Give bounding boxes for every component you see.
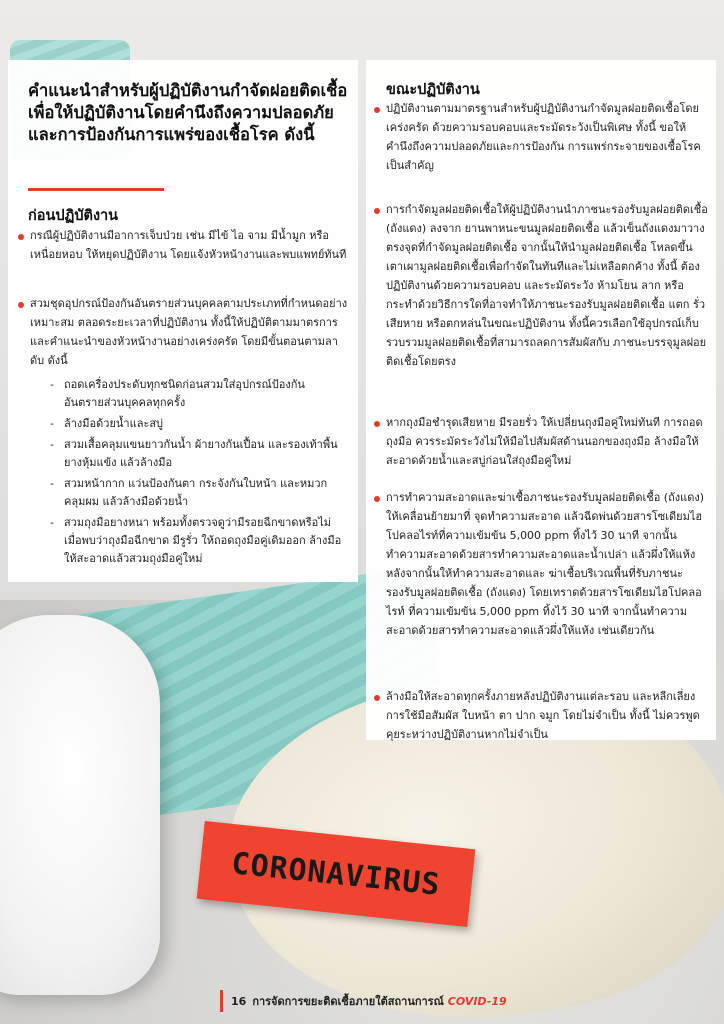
bullet-dot [374, 421, 380, 427]
bullet-dot [18, 302, 24, 308]
before-bullet-1: กรณีผู้ปฏิบัติงานมีอาการเจ็บป่วย เช่น มีไข้ ไอ จาม มีน้ำมูก หรือเหนื่อยหอบ ให้หยุดปฏิบัติงาน โดยแจ้งหัวหน้างานและพบแพทย์ทันที [30, 229, 347, 261]
during-work-heading: ขณะปฏิบัติงาน [386, 82, 480, 98]
ppe-step: - ล้างมือด้วยน้ำและสบู่ [44, 415, 344, 433]
ppe-step: - สวมถุงมือยางหนา พร้อมทั้งตรวจดูว่ามีรอยฉีกขาดหรือไม่ เมื่อพบว่าถุงมือฉีกขาด มีรูรั่ว ให้ถอดถุงมือคู่เดิมออก ล้างมือให้สะอาดแล้วสวมถุงมือคู่ใหม่ [44, 514, 344, 568]
bullet-dot [374, 695, 380, 701]
ppe-step: - สวมหน้ากาก แว่นป้องกันตา กระจังกันใบหน้า และหมวกคลุมผม แล้วล้างมือด้วยน้ำ [44, 475, 344, 511]
during-bullet-2: การกำจัดมูลฝอยติดเชื้อให้ผู้ปฏิบัติงานนำภาชนะรองรับมูลฝอยติดเชื้อ (ถังแดง) ลงจาก ยานพาหนะขนมูลฝอยติดเชื้อ แล้วเข็นถังแดงมาวางตรงจุดที่กำจัดมูลฝอยติดเชื้อ จากนั้นให้นำมูลฝอยติดเชื้อ โหลดขึ้นเตาเผามูลฝอยติดเชื้อเพื่อกำจัดในทันทีและไม่เหลือตกค้าง ทั้งนี้ ต้องปฏิบัติงานด้วยความรอบคอบ และระมัดระวัง ห้ามโยน ลาก หรือกระทำด้วยวิธีการใดที่อาจทำให้ภาชนะรองรับมูลฝอยติดเชื้อ แตก รั่ว เสียหาย หรือตกหล่นในขณะปฏิบัติงาน ทั้งนี้ควรเลือกใช้อุปกรณ์เก็บรวบรวมมูลฝอยติดเชื้อที่สามารถลดการสัมผัสกับ ภาชนะบรรจุมูลฝอยติดเชื้อโดยตรง [386, 203, 708, 368]
ppe-steps-list [44, 376, 344, 571]
coronavirus-tag-text: CORONAVIRUS [229, 845, 443, 903]
during-bullet-4: การทำความสะอาดและฆ่าเชื้อภาชนะรองรับมูลฝอยติดเชื้อ (ถังแดง) ให้เคลื่อนย้ายมาที่ จุดทำความสะอาด แล้วฉีดพ่นด้วยสารโซเดียมไฮโปคลอไรท์ที่ความเข้มข้น 5,000 ppm ทิ้งไว้ 30 นาที จากนั้นทำความสะอาดด้วยสารทำความสะอาดและน้ำเปล่า แล้วผึ่งให้แห้ง หลังจากนั้นให้ทำความสะอาดและ ฆ่าเชื้อบริเวณพื้นที่รับภาชนะรองรับมูลฝอยติดเชื้อ (ถังแดง) โดยเทราดด้วยสารโซเดียมไฮโปคลอไรท์ ที่ความเข้มข้น 5,000 ppm ทิ้งไว้ 30 นาที จากนั้นทำความสะอาดด้วยสารทำความสะอาดแล้วผึ่งให้แห้ง เช่นเดียวกัน [386, 491, 705, 637]
bullet-dot [374, 208, 380, 214]
before-bullet-2: สวมชุดอุปกรณ์ป้องกันอันตรายส่วนบุคคลตามประเภทที่กำหนดอย่างเหมาะสม ตลอดระยะเวลาที่ปฏิบัติงาน ทั้งนี้ให้ปฏิบัติตามมาตรการและคำแนะนำของหัวหน้างานอย่างเคร่งครัด โดยมีขั้นตอนตามลาดับ ดังนี้ [30, 297, 348, 367]
during-bullet-1: ปฏิบัติงานตามมาตรฐานสำหรับผู้ปฏิบัติงานกำจัดมูลฝอยติดเชื้อโดยเคร่งครัด ด้วยความรอบคอบและระมัดระวังเป็นพิเศษ ทั้งนี้ ขอให้คำนึงถึงความปลอดภัยและการป้องกัน การแพร่กระจายของเชื้อโรคเป็นสำคัญ [386, 102, 701, 172]
sanitizer-bottle [0, 615, 160, 995]
footer-title: การจัดการขยะติดเชื้อภายใต้สถานการณ์ [252, 995, 444, 1008]
ppe-step: - ถอดเครื่องประดับทุกชนิดก่อนสวมใส่อุปกรณ์ป้องกันอันตรายส่วนบุคคลทุกครั้ง [44, 376, 344, 412]
page-title: คำแนะนำสำหรับผู้ปฏิบัติงานกำจัดฝอยติดเชื้อ เพื่อให้ปฏิบัติงานโดยคำนึงถึงความปลอดภัย และการป้องกันการแพร่ของเชื้อโรค ดังนี้ [28, 81, 348, 144]
page-footer [220, 990, 507, 1012]
footer-accent-bar [220, 990, 223, 1012]
page-number: 16 [231, 994, 247, 1008]
bullet-dot [374, 496, 380, 502]
bullet-dot [18, 234, 24, 240]
ppe-step: - สวมเสื้อคลุมแขนยาวกันน้ำ ผ้ายางกันเปื้อน และรองเท้าพื้นยางหุ้มแข้ง แล้วล้างมือ [44, 436, 344, 472]
during-bullet-5: ล้างมือให้สะอาดทุกครั้งภายหลังปฏิบัติงานแต่ละรอบ และหลีกเลี่ยงการใช้มือสัมผัส ใบหน้า ตา ปาก จมูก โดยไม่จำเป็น ทั้งนี้ ไม่ควรพูดคุยระหว่างปฏิบัติงานหากไม่จำเป็น [386, 690, 700, 741]
bullet-dot [374, 107, 380, 113]
before-work-heading: ก่อนปฏิบัติงาน [28, 208, 119, 224]
title-underline [28, 188, 164, 191]
during-bullet-3: หากถุงมือชำรุดเสียหาย มีรอยรั่ว ให้เปลี่ยนถุงมือคู่ใหม่ทันที การถอดถุงมือ ควรระมัดระวังไม่ให้มือไปสัมผัสด้านนอกของถุงมือ ล้างมือให้สะอาดด้วยน้ำและสบู่ก่อนใส่ถุงมือคู่ใหม่ [386, 416, 703, 467]
footer-covid-label: COVID-19 [447, 994, 507, 1008]
